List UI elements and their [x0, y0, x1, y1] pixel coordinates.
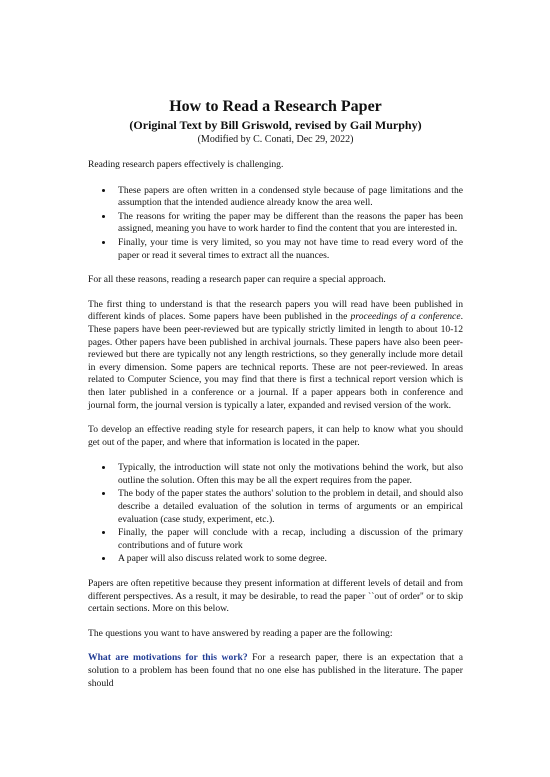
challenges-list	[88, 184, 463, 263]
page-subtitle: (Original Text by Bill Griswold, revised by Gail Murphy)	[129, 118, 422, 132]
reasons-paragraph: For all these reasons, reading a research paper can require a special approach.	[88, 274, 386, 286]
list-item: • Finally, the paper will conclude with a recap, including a discussion of the primary contributions and of future work	[114, 526, 463, 552]
list-item: • The reasons for writing the paper may be different than the reasons the paper has been assigned, meaning you have to work harder to find the content that you are interested in.	[114, 210, 463, 236]
motivation-question-paragraph	[88, 652, 463, 690]
page-title: How to Read a Research Paper	[169, 98, 382, 115]
motivation-question-heading: What are motivations for this work?	[88, 652, 248, 664]
list-item: • Finally, your time is very limited, so you may not have time to read every word of the paper or read it several times to extract all the nuances.	[114, 236, 463, 262]
venues-text-a: The first thing to understand is that the research papers you will read have been published in different kinds of places. Some papers have been published in the	[88, 298, 463, 323]
repetitive-paragraph: Papers are often repetitive because they present information at different levels of detail and from different perspectives. As a result, it may be desirable, to read the paper ``out of order'' or to skip certain sections. More on this below.	[88, 578, 463, 615]
questions-paragraph: The questions you want to have answered by reading a paper are the following:	[88, 627, 393, 639]
publication-venues-paragraph	[88, 299, 463, 412]
modified-note: (Modified by C. Conati, Dec 29, 2022)	[197, 134, 354, 145]
venues-emphasis: proceedings of a conference	[350, 311, 461, 323]
venues-text-b: . These papers have been peer-reviewed but are typically strictly limited in length to about 10-12 pages. Other papers have been published in archival journals. These papers have also been peer-reviewed but there are typically not any length restrictions, so they generally include more detail in every dimension. Some papers are technical reports. These are not peer-reviewed. In areas related to Computer Science, you may find that there is first a technical report version which is then later published in a conference or a journal. If a paper appears both in conference and journal form, the journal version is typically a later, expanded and revised version of the work.	[88, 311, 463, 411]
list-item: • A paper will also discuss related work to some degree.	[114, 552, 463, 566]
paper-structure-list	[88, 461, 463, 566]
list-item: • The body of the paper states the authors' solution to the problem in detail, and should also describe a detailed evaluation of the solution in terms of arguments or an empirical evaluation (case study, experiment, etc.).	[114, 487, 463, 526]
motivation-question-text: For a research paper, there is an expectation that a solution to a problem has been found that no one else has published in the literature. The paper should	[88, 652, 463, 689]
reading-style-paragraph: To develop an effective reading style for research papers, it can help to know what you should get out of the paper, and where that information is located in the paper.	[88, 424, 463, 448]
intro-paragraph: Reading research papers effectively is challenging.	[88, 159, 284, 170]
list-item: • These papers are often written in a condensed style because of page limitations and the assumption that the intended audience already know the area well.	[114, 184, 463, 210]
list-item: • Typically, the introduction will state not only the motivations behind the work, but also outline the solution. Often this may be all the expert requires from the paper.	[114, 461, 463, 487]
